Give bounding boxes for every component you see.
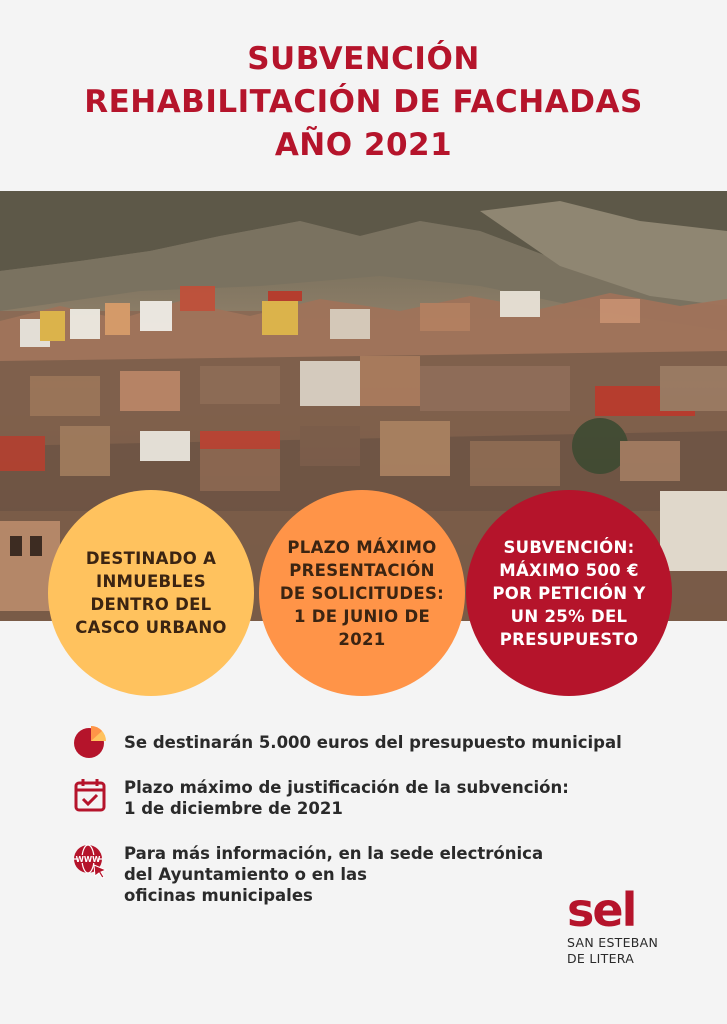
circle-text-deadline: PLAZO MÁXIMO PRESENTACIÓN DE SOLICITUDES: 1 DE JUNIO DE 2021 [279,537,445,649]
circle-text-subsidy: SUBVENCIÓN: MÁXIMO 500 € POR PETICIÓN Y UN 25% DEL PRESUPUESTO [492,537,646,649]
info-row-budget [72,724,622,760]
title-line-3: AÑO 2021 [274,127,453,163]
www-cursor-icon [72,843,108,879]
san-esteban-logo [567,885,677,967]
circle-text-destination: DESTINADO A INMUEBLES DENTRO DEL CASCO URBANO [75,549,227,637]
calendar-check-icon [72,777,108,813]
title-line-1: SUBVENCIÓN [247,41,480,77]
info-text-budget: Se destinarán 5.000 euros del presupuesto municipal [124,733,622,752]
title-line-2: REHABILITACIÓN DE FACHADAS [84,84,643,120]
info-text-justification: Plazo máximo de justificación de la subvención: 1 de diciembre de 2021 [124,778,569,818]
info-row-more-info [72,843,543,906]
poster-title [0,38,727,167]
logo-line-2: DE LITERA [567,951,635,966]
logo-mark: sel [567,883,636,937]
info-circle-subsidy [466,490,672,696]
logo-line-1: SAN ESTEBAN [567,935,659,950]
info-row-justification [72,777,569,819]
pie-chart-icon [72,724,108,760]
info-circle-destination [48,490,254,696]
svg-text:WWW: WWW [75,855,101,864]
info-circle-deadline [259,490,465,696]
info-text-more-info: Para más información, en la sede electrónica del Ayuntamiento o en las oficinas municipales [124,844,544,905]
